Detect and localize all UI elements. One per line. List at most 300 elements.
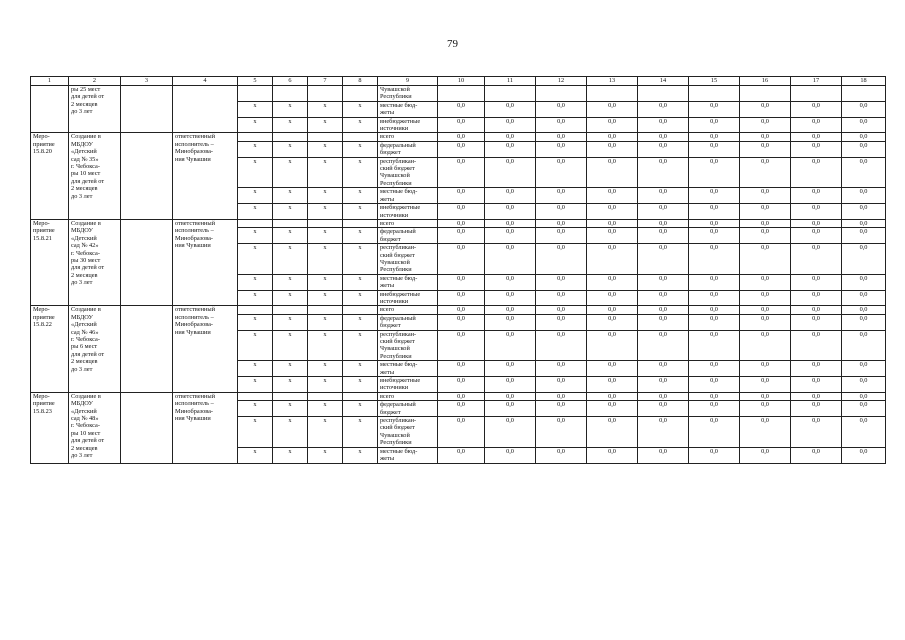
marker-cell: x [273,157,308,188]
marker-cell: x [308,117,343,133]
value-cell: 0,0 [740,401,791,417]
marker-cell [343,133,378,141]
header-cell: 12 [536,77,587,86]
marker-cell: x [273,330,308,361]
value-cell: 0,0 [842,330,886,361]
value-cell [689,86,740,102]
marker-cell: x [238,101,273,117]
value-cell: 0,0 [587,133,638,141]
marker-cell: x [308,274,343,290]
marker-cell: x [343,274,378,290]
marker-cell: x [238,401,273,417]
value-cell: 0,0 [485,141,536,157]
value-cell: 0,0 [485,228,536,244]
value-cell: 0,0 [689,417,740,448]
source-cell: федеральный бюджет [378,141,438,157]
marker-cell [273,133,308,141]
source-cell: всего [378,133,438,141]
value-cell: 0,0 [842,392,886,400]
marker-cell: x [308,401,343,417]
marker-cell: x [343,401,378,417]
marker-cell: x [273,101,308,117]
event-name-cell: Меро- приятие 15.8.21 [31,219,69,305]
value-cell: 0,0 [587,141,638,157]
marker-cell: x [343,377,378,393]
marker-cell: x [238,228,273,244]
value-cell: 0,0 [485,392,536,400]
value-cell: 0,0 [638,117,689,133]
value-cell: 0,0 [638,274,689,290]
budget-table [30,76,886,464]
value-cell: 0,0 [438,401,485,417]
value-cell: 0,0 [791,377,842,393]
value-cell: 0,0 [438,204,485,220]
value-cell: 0,0 [438,117,485,133]
value-cell: 0,0 [587,377,638,393]
marker-cell: x [308,228,343,244]
value-cell: 0,0 [740,306,791,314]
value-cell: 0,0 [842,133,886,141]
header-cell: 1 [31,77,69,86]
source-cell: республикан- ский бюджет Чувашской Республики [378,244,438,275]
marker-cell [343,86,378,102]
event-name-cell [31,86,69,133]
value-cell: 0,0 [638,330,689,361]
value-cell: 0,0 [842,141,886,157]
marker-cell: x [308,377,343,393]
empty-cell [121,219,173,305]
marker-cell: x [343,417,378,448]
value-cell: 0,0 [587,361,638,377]
event-desc-cell: Создание в МБДОУ «Детский сад № 35» г. Чебокса- ры 10 мест для детей от 2 месяцев до 3 лет [69,133,121,219]
value-cell: 0,0 [791,274,842,290]
marker-cell: x [308,361,343,377]
marker-cell: x [238,447,273,463]
value-cell: 0,0 [842,306,886,314]
value-cell: 0,0 [638,157,689,188]
value-cell: 0,0 [438,377,485,393]
marker-cell: x [273,290,308,306]
marker-cell [238,219,273,227]
value-cell: 0,0 [438,290,485,306]
marker-cell: x [343,447,378,463]
marker-cell: x [273,141,308,157]
value-cell: 0,0 [689,141,740,157]
marker-cell: x [343,188,378,204]
value-cell: 0,0 [740,244,791,275]
marker-cell [238,392,273,400]
value-cell: 0,0 [791,314,842,330]
header-cell: 2 [69,77,121,86]
value-cell: 0,0 [536,157,587,188]
value-cell: 0,0 [536,330,587,361]
value-cell: 0,0 [689,188,740,204]
empty-cell [121,133,173,219]
value-cell: 0,0 [791,361,842,377]
event-name-cell: Меро- приятие 15.8.20 [31,133,69,219]
value-cell: 0,0 [438,306,485,314]
marker-cell: x [238,290,273,306]
value-cell: 0,0 [587,204,638,220]
source-cell: местные бюд- жеты [378,361,438,377]
marker-cell: x [238,141,273,157]
marker-cell: x [343,204,378,220]
value-cell: 0,0 [689,447,740,463]
source-cell: федеральный бюджет [378,401,438,417]
value-cell: 0,0 [740,314,791,330]
value-cell: 0,0 [842,219,886,227]
value-cell: 0,0 [536,306,587,314]
value-cell: 0,0 [638,447,689,463]
value-cell: 0,0 [842,101,886,117]
value-cell: 0,0 [587,447,638,463]
value-cell: 0,0 [485,306,536,314]
value-cell: 0,0 [438,447,485,463]
value-cell: 0,0 [536,133,587,141]
marker-cell [343,392,378,400]
value-cell: 0,0 [842,401,886,417]
value-cell: 0,0 [438,244,485,275]
marker-cell: x [343,117,378,133]
value-cell: 0,0 [638,204,689,220]
value-cell: 0,0 [536,290,587,306]
value-cell: 0,0 [791,228,842,244]
value-cell: 0,0 [485,204,536,220]
value-cell: 0,0 [689,219,740,227]
value-cell: 0,0 [740,117,791,133]
value-cell: 0,0 [438,157,485,188]
source-cell: Чувашской Республики [378,86,438,102]
value-cell: 0,0 [438,330,485,361]
value-cell: 0,0 [842,157,886,188]
marker-cell: x [308,314,343,330]
value-cell: 0,0 [438,314,485,330]
value-cell [740,86,791,102]
value-cell: 0,0 [791,290,842,306]
value-cell: 0,0 [689,306,740,314]
value-cell: 0,0 [485,330,536,361]
value-cell: 0,0 [638,101,689,117]
value-cell: 0,0 [536,101,587,117]
marker-cell: x [238,314,273,330]
marker-cell: x [343,101,378,117]
marker-cell [273,86,308,102]
value-cell: 0,0 [638,188,689,204]
value-cell: 0,0 [689,401,740,417]
event-desc-cell: Создание в МБДОУ «Детский сад № 46» г. Чебокса- ры 6 мест для детей от 2 месяцев до 3 лет [69,306,121,392]
table-row [31,306,886,314]
value-cell: 0,0 [842,204,886,220]
source-cell: республикан- ский бюджет Чувашской Республики [378,417,438,448]
marker-cell: x [238,117,273,133]
value-cell: 0,0 [536,417,587,448]
page-number: 79 [447,38,458,50]
marker-cell: x [308,290,343,306]
value-cell: 0,0 [689,377,740,393]
header-cell: 15 [689,77,740,86]
value-cell: 0,0 [536,401,587,417]
value-cell: 0,0 [536,244,587,275]
value-cell: 0,0 [842,188,886,204]
value-cell: 0,0 [638,244,689,275]
value-cell: 0,0 [485,188,536,204]
value-cell: 0,0 [587,244,638,275]
marker-cell: x [308,204,343,220]
marker-cell: x [308,447,343,463]
value-cell: 0,0 [438,417,485,448]
value-cell: 0,0 [485,157,536,188]
value-cell: 0,0 [740,330,791,361]
value-cell: 0,0 [587,228,638,244]
value-cell: 0,0 [536,314,587,330]
value-cell: 0,0 [438,188,485,204]
value-cell: 0,0 [689,361,740,377]
value-cell: 0,0 [587,219,638,227]
value-cell: 0,0 [638,314,689,330]
marker-cell [273,306,308,314]
value-cell: 0,0 [587,314,638,330]
value-cell: 0,0 [536,361,587,377]
source-cell: внебюджетные источники [378,377,438,393]
value-cell: 0,0 [485,101,536,117]
source-cell: внебюджетные источники [378,117,438,133]
value-cell: 0,0 [587,306,638,314]
value-cell: 0,0 [740,228,791,244]
marker-cell [308,219,343,227]
value-cell: 0,0 [536,228,587,244]
value-cell: 0,0 [536,392,587,400]
value-cell: 0,0 [740,157,791,188]
value-cell: 0,0 [740,219,791,227]
value-cell: 0,0 [791,306,842,314]
marker-cell: x [273,377,308,393]
value-cell: 0,0 [689,290,740,306]
header-row [31,77,886,86]
value-cell: 0,0 [740,392,791,400]
value-cell: 0,0 [791,141,842,157]
marker-cell: x [238,377,273,393]
header-cell: 9 [378,77,438,86]
value-cell: 0,0 [536,188,587,204]
value-cell: 0,0 [791,157,842,188]
value-cell: 0,0 [438,361,485,377]
marker-cell [308,133,343,141]
marker-cell: x [308,330,343,361]
value-cell: 0,0 [740,447,791,463]
header-cell: 8 [343,77,378,86]
value-cell: 0,0 [638,377,689,393]
marker-cell: x [273,417,308,448]
source-cell: республикан- ский бюджет Чувашской Республики [378,157,438,188]
value-cell: 0,0 [740,188,791,204]
value-cell: 0,0 [438,228,485,244]
value-cell: 0,0 [842,290,886,306]
event-name-cell: Меро- приятие 15.8.22 [31,306,69,392]
table-body [31,77,886,464]
value-cell: 0,0 [536,117,587,133]
value-cell: 0,0 [638,141,689,157]
value-cell: 0,0 [485,133,536,141]
marker-cell: x [343,228,378,244]
header-cell: 4 [173,77,238,86]
header-cell: 17 [791,77,842,86]
marker-cell: x [238,361,273,377]
value-cell: 0,0 [689,157,740,188]
marker-cell [273,392,308,400]
value-cell: 0,0 [842,244,886,275]
marker-cell: x [273,188,308,204]
marker-cell: x [343,361,378,377]
value-cell: 0,0 [438,133,485,141]
marker-cell: x [238,417,273,448]
value-cell: 0,0 [536,274,587,290]
marker-cell [343,219,378,227]
header-cell: 10 [438,77,485,86]
empty-cell [121,392,173,463]
value-cell: 0,0 [587,274,638,290]
value-cell: 0,0 [587,157,638,188]
value-cell: 0,0 [740,101,791,117]
marker-cell: x [238,188,273,204]
event-desc-cell: Создание в МБДОУ «Детский сад № 42» г. Чебокса- ры 30 мест для детей от 2 месяцев до 3 лет [69,219,121,305]
value-cell: 0,0 [485,447,536,463]
value-cell: 0,0 [587,392,638,400]
value-cell: 0,0 [485,314,536,330]
executor-cell: ответственный исполнитель – Минобразова- ния Чувашии [173,133,238,219]
source-cell: местные бюд- жеты [378,274,438,290]
source-cell: местные бюд- жеты [378,188,438,204]
value-cell: 0,0 [689,228,740,244]
marker-cell: x [343,290,378,306]
marker-cell [238,86,273,102]
value-cell: 0,0 [689,244,740,275]
value-cell: 0,0 [842,228,886,244]
marker-cell: x [273,401,308,417]
marker-cell: x [273,204,308,220]
value-cell: 0,0 [536,141,587,157]
value-cell: 0,0 [638,401,689,417]
source-cell: республикан- ский бюджет Чувашской Республики [378,330,438,361]
value-cell: 0,0 [689,133,740,141]
value-cell [485,86,536,102]
value-cell: 0,0 [638,361,689,377]
value-cell: 0,0 [485,290,536,306]
table-row [31,86,886,102]
header-cell: 5 [238,77,273,86]
marker-cell: x [343,314,378,330]
value-cell: 0,0 [536,447,587,463]
value-cell: 0,0 [689,101,740,117]
value-cell: 0,0 [638,219,689,227]
value-cell: 0,0 [791,417,842,448]
value-cell: 0,0 [791,133,842,141]
marker-cell [238,306,273,314]
value-cell: 0,0 [740,141,791,157]
value-cell: 0,0 [791,101,842,117]
marker-cell: x [273,314,308,330]
value-cell: 0,0 [842,314,886,330]
header-cell: 14 [638,77,689,86]
table-row [31,219,886,227]
marker-cell [238,133,273,141]
marker-cell: x [273,117,308,133]
value-cell: 0,0 [587,101,638,117]
source-cell: федеральный бюджет [378,314,438,330]
value-cell: 0,0 [587,188,638,204]
marker-cell: x [238,157,273,188]
value-cell: 0,0 [536,377,587,393]
value-cell: 0,0 [689,117,740,133]
header-cell: 6 [273,77,308,86]
value-cell: 0,0 [842,377,886,393]
value-cell: 0,0 [842,274,886,290]
value-cell: 0,0 [638,417,689,448]
value-cell: 0,0 [791,204,842,220]
marker-cell [343,306,378,314]
value-cell: 0,0 [587,290,638,306]
table-row [31,392,886,400]
marker-cell: x [308,157,343,188]
event-desc-cell: ры 25 мест для детей от 2 месяцев до 3 лет [69,86,121,133]
header-cell: 18 [842,77,886,86]
marker-cell: x [273,244,308,275]
value-cell: 0,0 [587,417,638,448]
value-cell: 0,0 [485,401,536,417]
marker-cell: x [273,447,308,463]
marker-cell: x [343,157,378,188]
marker-cell: x [273,228,308,244]
header-cell: 3 [121,77,173,86]
marker-cell: x [308,417,343,448]
value-cell: 0,0 [740,417,791,448]
value-cell: 0,0 [791,244,842,275]
value-cell: 0,0 [791,392,842,400]
source-cell: федеральный бюджет [378,228,438,244]
marker-cell: x [343,141,378,157]
value-cell [587,86,638,102]
value-cell: 0,0 [485,377,536,393]
marker-cell: x [308,141,343,157]
value-cell: 0,0 [587,401,638,417]
marker-cell [308,86,343,102]
executor-cell: ответственный исполнитель – Минобразова- ния Чувашии [173,219,238,305]
event-desc-cell: Создание в МБДОУ «Детский сад № 48» г. Чебокса- ры 10 мест для детей от 2 месяцев до 3 лет [69,392,121,463]
value-cell: 0,0 [438,392,485,400]
header-cell: 13 [587,77,638,86]
header-cell: 11 [485,77,536,86]
value-cell: 0,0 [638,290,689,306]
value-cell: 0,0 [740,377,791,393]
executor-cell: ответственный исполнитель – Минобразова- ния Чувашии [173,392,238,463]
marker-cell: x [308,244,343,275]
value-cell: 0,0 [791,188,842,204]
source-cell: местные бюд- жеты [378,101,438,117]
marker-cell: x [238,330,273,361]
value-cell: 0,0 [689,330,740,361]
value-cell: 0,0 [740,274,791,290]
value-cell: 0,0 [842,447,886,463]
source-cell: всего [378,392,438,400]
value-cell: 0,0 [791,447,842,463]
marker-cell [273,219,308,227]
value-cell: 0,0 [485,219,536,227]
value-cell [791,86,842,102]
source-cell: всего [378,306,438,314]
value-cell: 0,0 [740,133,791,141]
marker-cell [308,306,343,314]
header-cell: 16 [740,77,791,86]
source-cell: всего [378,219,438,227]
